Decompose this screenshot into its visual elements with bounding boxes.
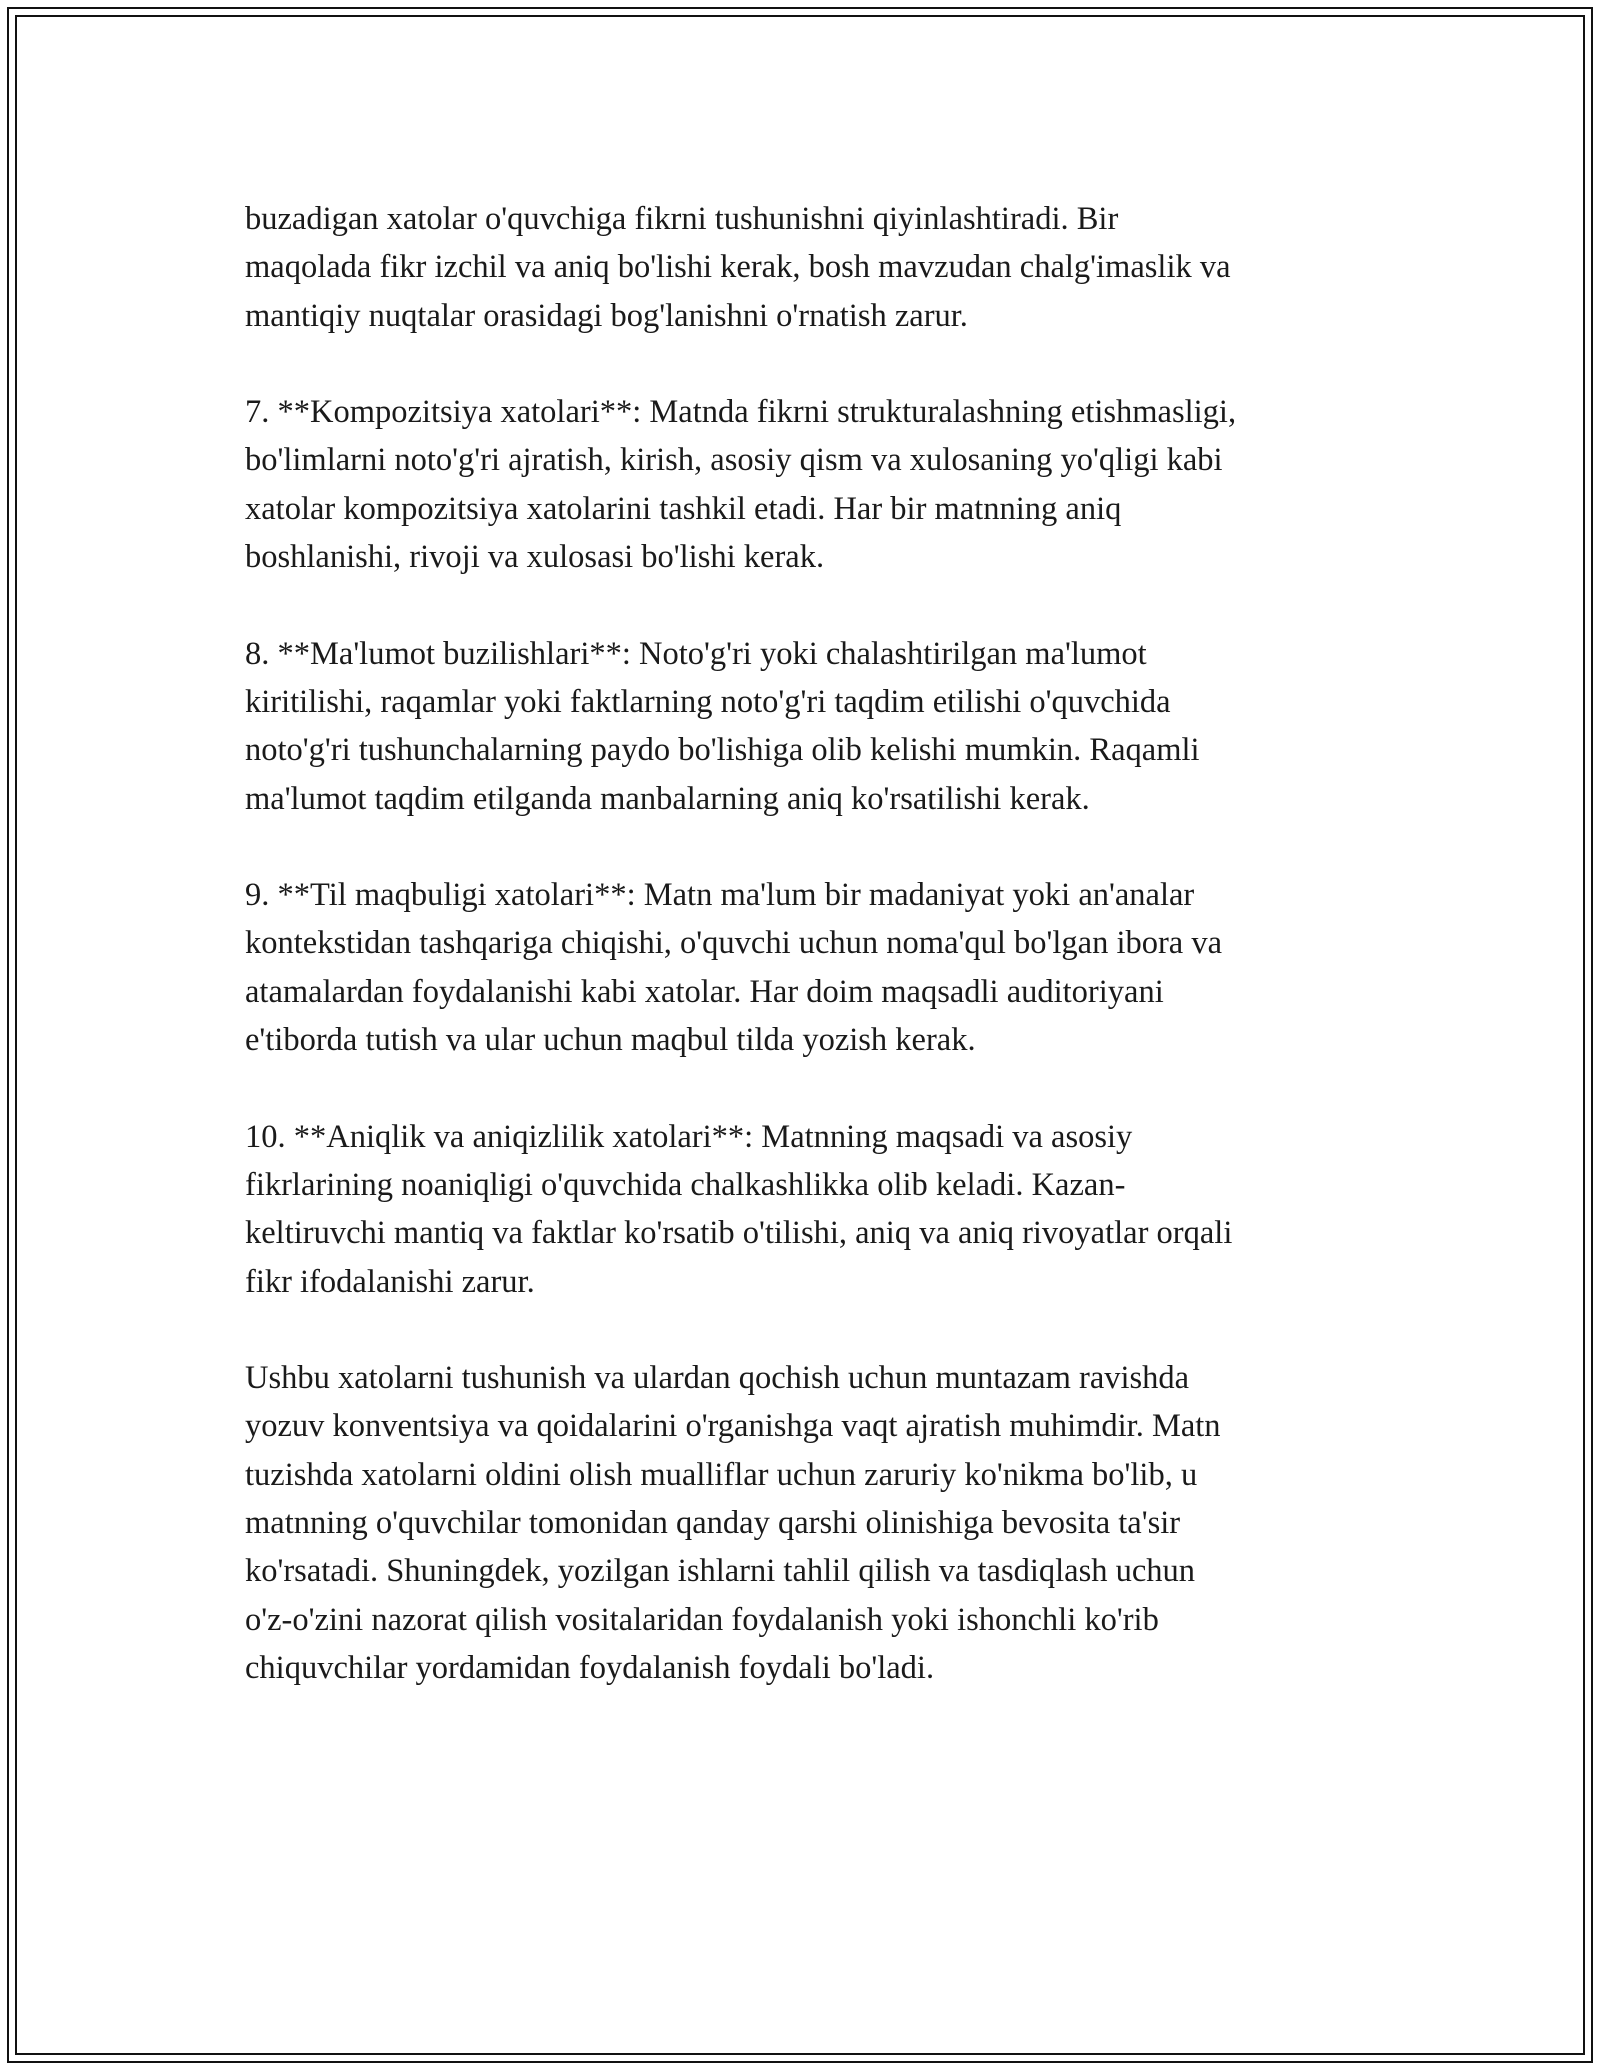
text-line: ma'lumot taqdim etilganda manbalarning aniq ko'rsatilishi kerak. (245, 780, 1090, 817)
paragraph-conclusion (245, 1354, 1375, 1692)
text-line: 8. **Ma'lumot buzilishlari**: Noto'g'ri yoki chalashtirilgan ma'lumot (245, 635, 1147, 672)
paragraph-item-7 (245, 388, 1375, 581)
text-line: ko'rsatadi. Shuningdek, yozilgan ishlarni tahlil qilish va tasdiqlash uchun (245, 1553, 1196, 1590)
text-line: bo'limlarni noto'g'ri ajratish, kirish, asosiy qism va xulosaning yo'qligi kabi (245, 442, 1223, 479)
text-line: fikrlarining noaniqligi o'quvchida chalkashlikka olib keladi. Kazan- (245, 1166, 1126, 1203)
text-line: Ushbu xatolarni tushunish va ulardan qochish uchun muntazam ravishda (245, 1360, 1190, 1397)
page-frame (7, 7, 1593, 2063)
text-line: chiquvchilar yordamidan foydalanish foydali bo'ladi. (245, 1649, 935, 1686)
text-line: kiritilishi, raqamlar yoki faktlarning noto'g'ri taqdim etilishi o'quvchida (245, 683, 1171, 720)
text-line: xatolar kompozitsiya xatolarini tashkil etadi. Har bir matnning aniq (245, 490, 1122, 527)
text-line: keltiruvchi mantiq va faktlar ko'rsatib o'tilishi, aniq va aniq rivoyatlar orqali (245, 1215, 1233, 1252)
paragraph-item-8 (245, 630, 1375, 823)
text-line: e'tiborda tutish va ular uchun maqbul tilda yozish kerak. (245, 1022, 976, 1059)
text-line: tuzishda xatolarni oldini olish mualliflar uchun zaruriy ko'nikma bo'lib, u (245, 1456, 1198, 1493)
text-line: yozuv konventsiya va qoidalarini o'rganishga vaqt ajratish muhimdir. Matn (245, 1408, 1221, 1445)
text-line: matnning o'quvchilar tomonidan qanday qarshi olinishiga bevosita ta'sir (245, 1505, 1181, 1542)
document-body (245, 195, 1375, 1692)
text-line: noto'g'ri tushunchalarning paydo bo'lishiga olib kelishi mumkin. Raqamli (245, 732, 1200, 769)
text-line: maqolada fikr izchil va aniq bo'lishi kerak, bosh mavzudan chalg'imaslik va (245, 249, 1231, 286)
text-line: buzadigan xatolar o'quvchiga fikrni tushunishni qiyinlashtiradi. Bir (245, 201, 1119, 237)
text-line: fikr ifodalanishi zarur. (245, 1263, 535, 1300)
text-line: 7. **Kompozitsiya xatolari**: Matnda fikrni strukturalashning etishmasligi, (245, 394, 1237, 431)
paragraph-continuation (245, 195, 1375, 340)
text-line: kontekstidan tashqariga chiqishi, o'quvchi uchun noma'qul bo'lgan ibora va (245, 925, 1223, 962)
paragraph-item-10 (245, 1113, 1375, 1306)
text-line: 10. **Aniqlik va aniqizlilik xatolari**: Matnning maqsadi va asosiy (245, 1118, 1133, 1155)
paragraph-item-9 (245, 871, 1375, 1064)
text-line: o'z-o'zini nazorat qilish vositalaridan foydalanish yoki ishonchli ko'rib (245, 1601, 1159, 1638)
text-line: mantiqiy nuqtalar orasidagi bog'lanishni o'rnatish zarur. (245, 297, 968, 334)
text-line: atamalardan foydalanishi kabi xatolar. Har doim maqsadli auditoriyani (245, 973, 1164, 1010)
text-line: 9. **Til maqbuligi xatolari**: Matn ma'lum bir madaniyat yoki an'analar (245, 877, 1195, 914)
text-line: boshlanishi, rivoji va xulosasi bo'lishi kerak. (245, 539, 825, 576)
